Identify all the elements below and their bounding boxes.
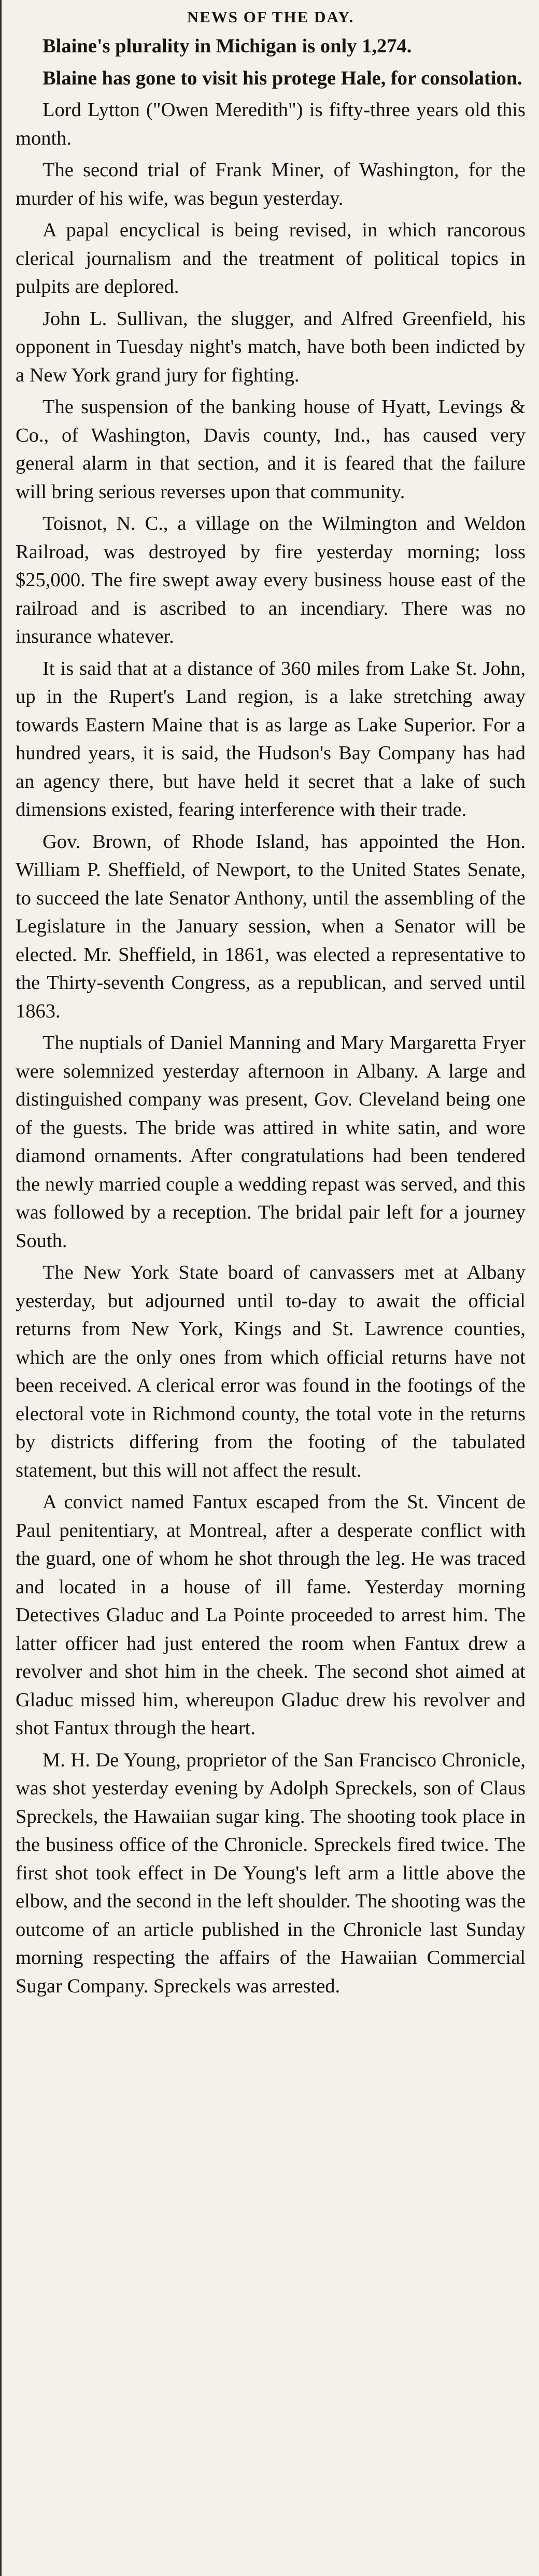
- news-item: Gov. Brown, of Rhode Island, has appointed the Hon. William P. Sheffield, of Newport, to the United States Senate, to succeed the late Senator Anthony, until the assembling of the Legislature in the January session, when a Senator will be elected. Mr. Sheffield, in 1861, was elected a representative to the Thirty-seventh Congress, as a republican, and served until 1863.: [16, 830, 526, 1022]
- news-item: Blaine has gone to visit his protege Hale, for consolation.: [42, 67, 522, 89]
- news-item: Toisnot, N. C., a village on the Wilmington and Weldon Railroad, was destroyed by fire yesterday morning; loss $25,000. The fire swept away every business house east of the railroad and is ascribed to an incendiary. There was no insurance whatever.: [16, 513, 526, 647]
- left-column-rule: [0, 0, 2, 2576]
- news-item: The nuptials of Daniel Manning and Mary Margaretta Fryer were solemnized yesterday afternoon in Albany. A large and distinguished company was present, Gov. Cleveland being one of the guests. The bride was attired in white satin, and wore diamond ornaments. After congratulations had been tendered the newly married couple a wedding repast was served, and this was followed by a reception. The bridal pair left for a journey South.: [16, 1032, 526, 1252]
- news-item: It is said that at a distance of 360 miles from Lake St. John, up in the Rupert's Land region, is a lake stretching away towards Eastern Maine that is as large as Lake Superior. For a hundred years, it is said, the Hudson's Bay Company has had an agency there, but have held it secret that a lake of such dimensions existed, fearing interference with their trade.: [16, 657, 526, 820]
- news-item: The New York State board of canvassers met at Albany yesterday, but adjourned until to-day to await the official returns from New York, Kings and St. Lawrence counties, which are the only ones from which official returns have not been received. A clerical error was found in the footings of the electoral vote in Richmond county, the total vote in the returns by districts differing from the footing of the tabulated statement, but this will not affect the result.: [16, 1262, 526, 1481]
- column-heading: NEWS OF THE DAY.: [187, 8, 354, 26]
- news-item: The second trial of Frank Miner, of Washington, for the murder of his wife, was begun yesterday.: [16, 159, 526, 209]
- news-item: A papal encyclical is being revised, in which rancorous clerical journalism and the treatment of political topics in pulpits are deplored.: [16, 219, 526, 298]
- news-item: Lord Lytton ("Owen Meredith") is fifty-three years old this month.: [16, 99, 526, 149]
- news-item: John L. Sullivan, the slugger, and Alfred Greenfield, his opponent in Tuesday night's match, have both been indicted by a New York grand jury for fighting.: [16, 307, 526, 386]
- news-items: [16, 32, 526, 2000]
- news-item: M. H. De Young, proprietor of the San Francisco Chronicle, was shot yesterday evening by Adolph Spreckels, son of Claus Spreckels, the Hawaiian sugar king. The shooting took place in the business office of the Chronicle. Spreckels fired twice. The first shot took effect in De Young's left arm a little above the elbow, and the second in the left shoulder. The shooting was the outcome of an article published in the Chronicle last Sunday morning respecting the affairs of the Hawaiian Commercial Sugar Company. Spreckels was arrested.: [16, 1749, 526, 1997]
- news-item: Blaine's plurality in Michigan is only 1,274.: [42, 35, 412, 57]
- news-item: The suspension of the banking house of Hyatt, Levings & Co., of Washington, Davis county, Ind., has caused very general alarm in that section, and it is feared that the failure will bring serious reverses upon that community.: [16, 396, 526, 503]
- news-item: A convict named Fantux escaped from the St. Vincent de Paul penitentiary, at Montreal, after a desperate conflict with the guard, one of whom he shot through the leg. He was traced and located in a house of ill fame. Yesterday morning Detectives Gladuc and La Pointe proceeded to arrest him. The latter officer had just entered the room when Fantux drew a revolver and shot him in the cheek. The second shot aimed at Gladuc missed him, whereupon Gladuc drew his revolver and shot Fantux through the heart.: [16, 1491, 526, 1739]
